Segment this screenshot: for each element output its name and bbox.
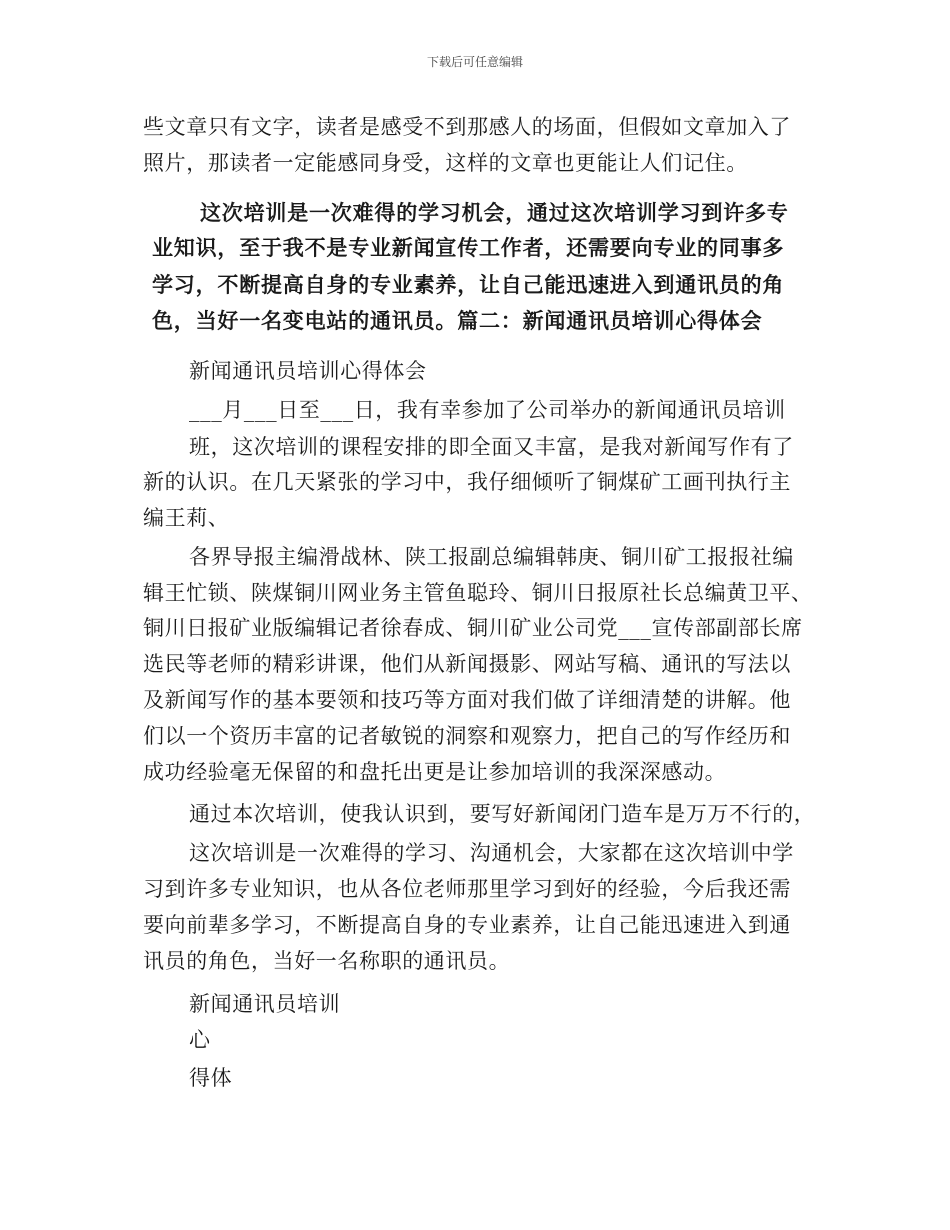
page-header: 下载后可任意编辑	[426, 55, 523, 69]
text-line: 得体	[189, 1066, 233, 1090]
text-line: ___月___日至___日，我有幸参加了公司举办的新闻通讯员培训	[189, 398, 786, 422]
text-line: 各界导报主编滑战林、陕工报副总编辑韩庚、铜川矿工报报社编	[189, 545, 794, 569]
text-line: 这次培训是一次难得的学习、沟通机会，大家都在这次培训中学	[189, 841, 794, 865]
text-line: 要向前辈多学习，不断提高自身的专业素养，让自己能迅速进入到通	[143, 913, 791, 937]
text-line: 些文章只有文字，读者是感受不到那感人的场面，但假如文章加入了	[143, 115, 791, 139]
bold-text-line: 学习，不断提高自身的专业素养，让自己能迅速进入到通讯员的角	[152, 272, 785, 297]
text-line: 新的认识。在几天紧张的学习中，我仔细倾听了铜煤矿工画刊执行主	[143, 470, 791, 494]
bold-text-line: 这次培训是一次难得的学习机会，通过这次培训学习到许多专	[200, 200, 789, 225]
text-line: 照片，那读者一定能感同身受，这样的文章也更能让人们记住。	[143, 151, 748, 175]
text-line: 新闻通讯员培训	[189, 992, 341, 1016]
section-title: 新闻通讯员培训心得体会	[189, 359, 427, 383]
text-line: 及新闻写作的基本要领和技巧等方面对我们做了详细清楚的讲解。他	[143, 688, 791, 712]
text-line: 班，这次培训的课程安排的即全面又丰富，是我对新闻写作有了	[189, 435, 794, 459]
text-line: 成功经验毫无保留的和盘托出更是让参加培训的我深深感动。	[143, 760, 727, 784]
text-line: 们以一个资历丰富的记者敏锐的洞察和观察力，把自己的写作经历和	[143, 724, 791, 748]
text-line: 铜川日报矿业版编辑记者徐春成、铜川矿业公司党___宣传部副部长席	[143, 616, 803, 640]
text-line: 心	[189, 1028, 211, 1052]
text-line: 讯员的角色，当好一名称职的通讯员。	[143, 949, 511, 973]
text-line: 辑王忙锁、陕煤铜川网业务主管鱼聪玲、铜川日报原社长总编黄卫平、	[143, 581, 813, 605]
text-line: 编王莉、	[143, 506, 230, 530]
text-line: 通过本次培训，使我认识到，要写好新闻闭门造车是万万不行的，	[189, 802, 816, 826]
bold-text-line: 业知识，至于我不是专业新闻宣传工作者，还需要向专业的同事多	[152, 235, 785, 260]
text-line: 习到许多专业知识，也从各位老师那里学习到好的经验，今后我还需	[143, 877, 791, 901]
text-line: 选民等老师的精彩讲课，他们从新闻摄影、网站写稿、通讯的写法以	[143, 652, 791, 676]
bold-text-line: 色，当好一名变电站的通讯员。篇二：新闻通讯员培训心得体会	[152, 308, 763, 333]
